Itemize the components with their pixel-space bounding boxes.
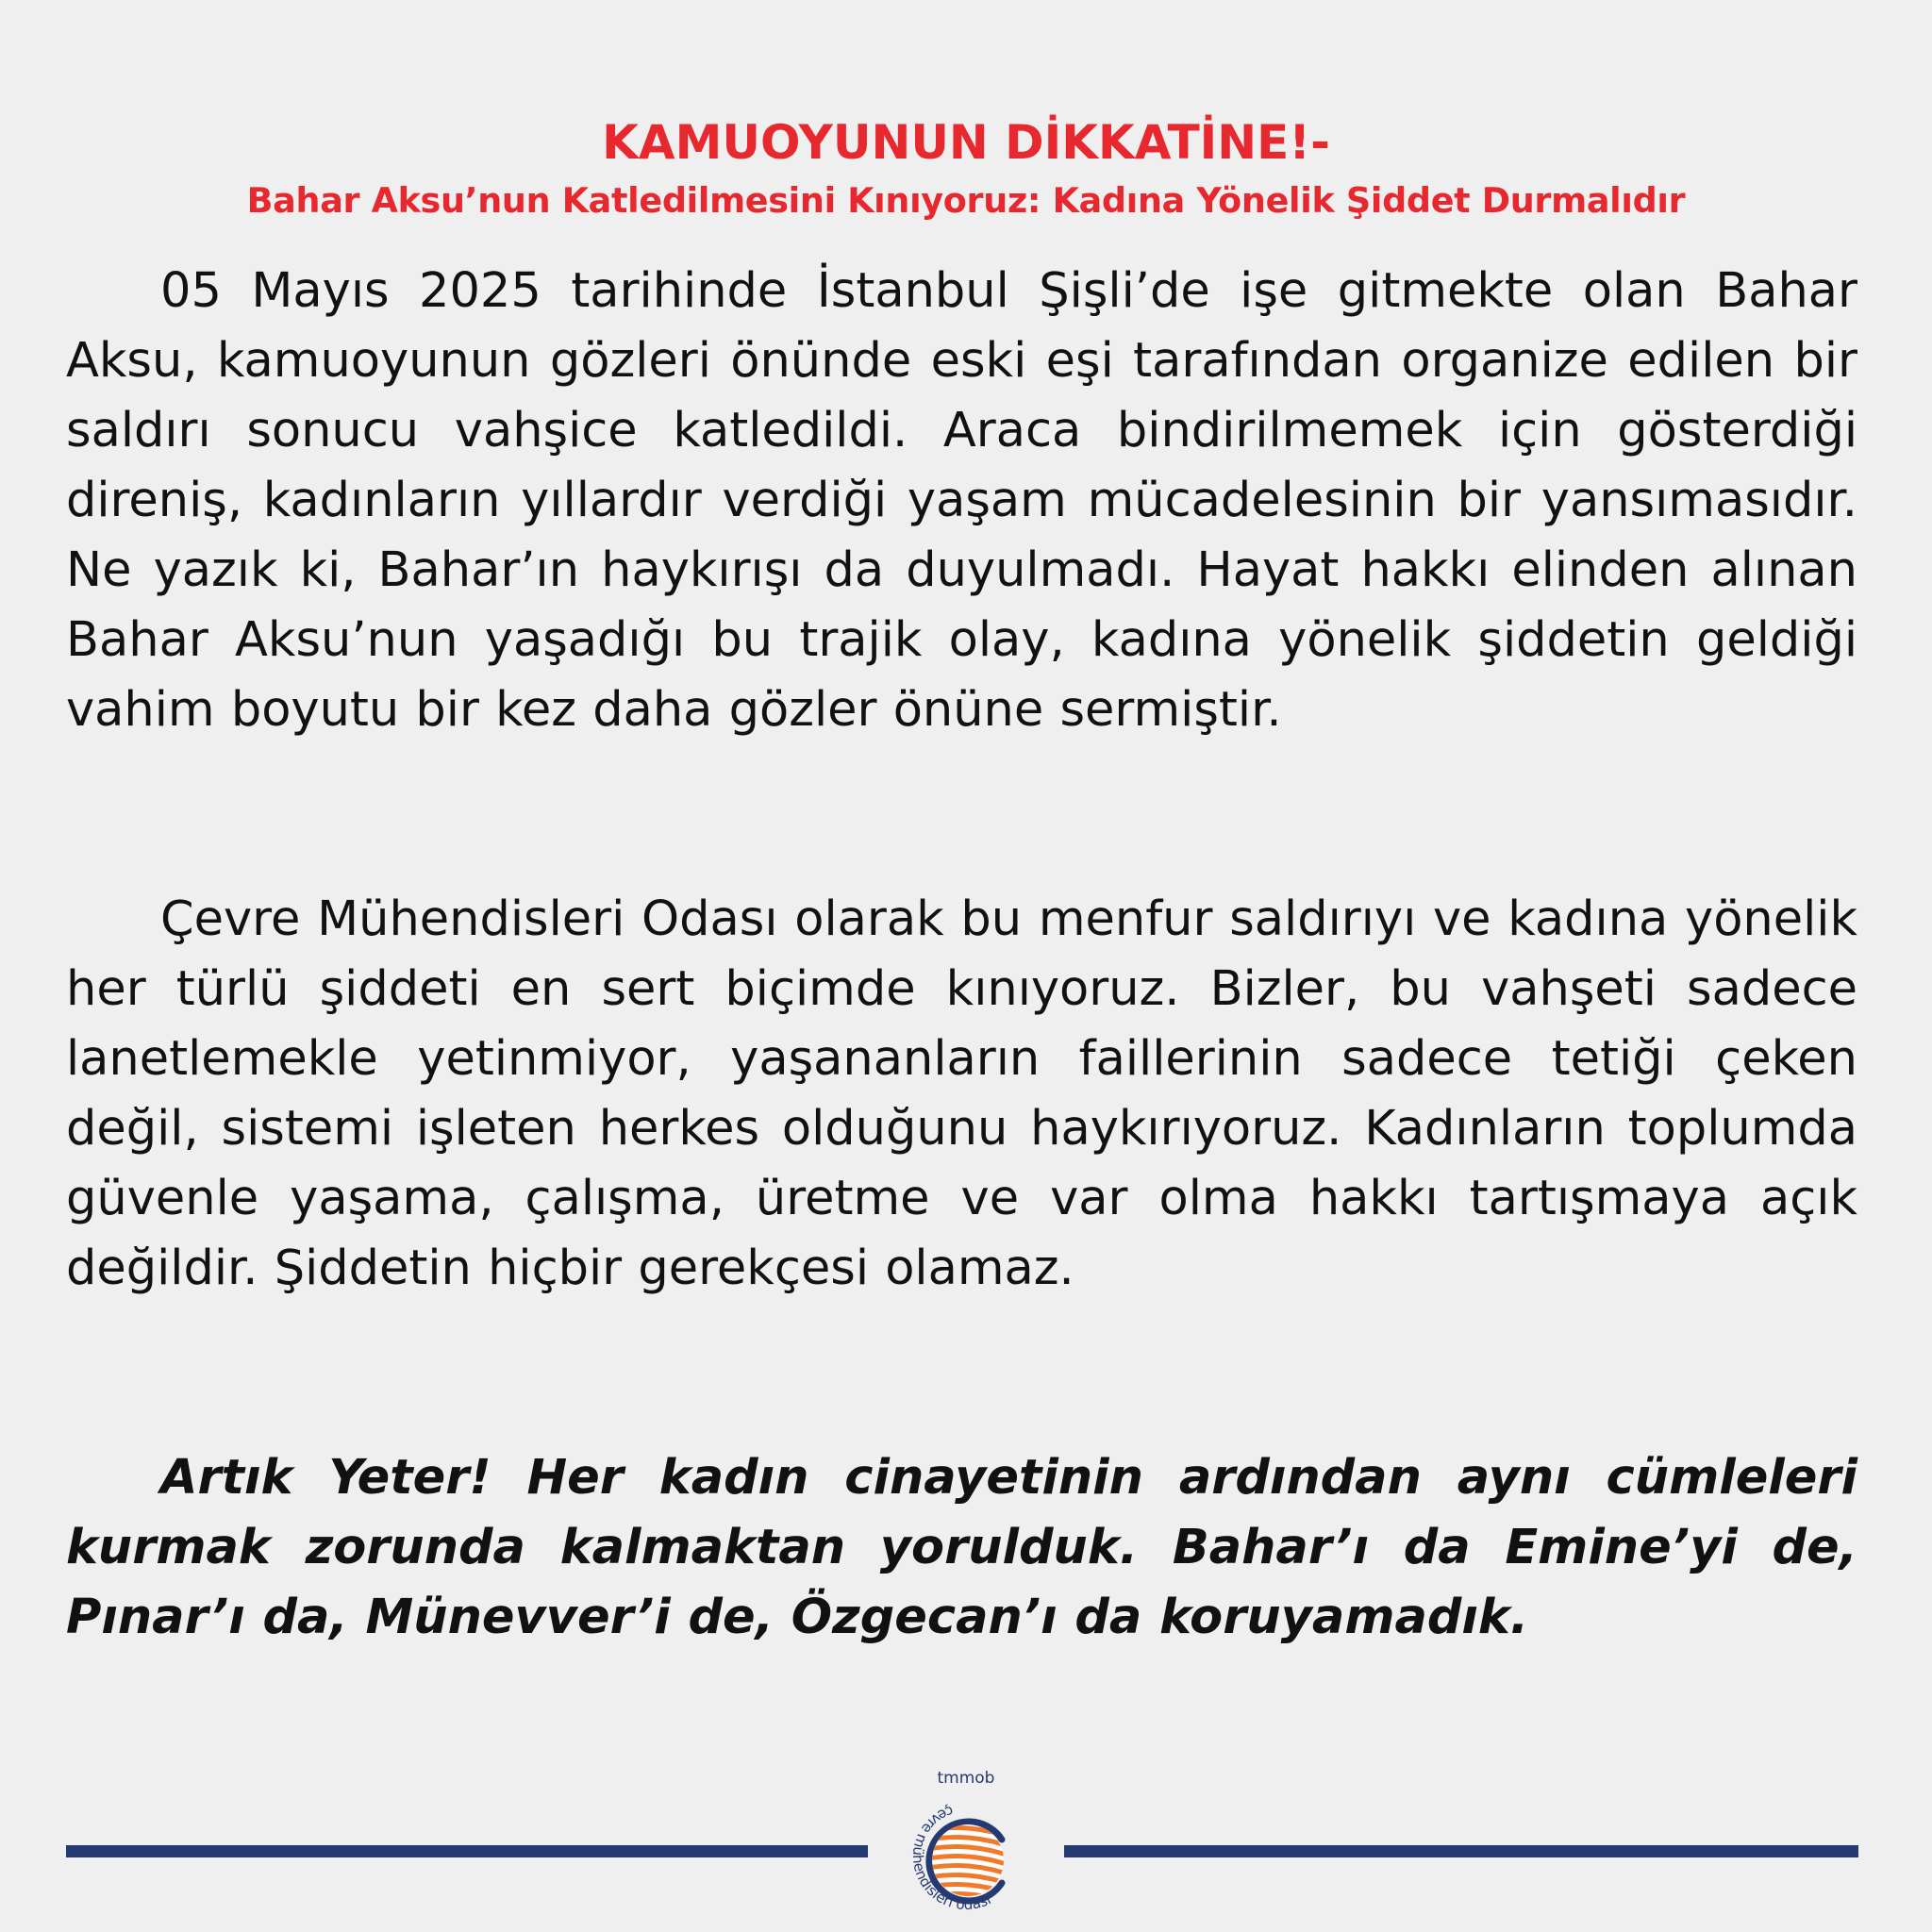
cmo-logo — [881, 1766, 1051, 1932]
body-paragraph-2: Çevre Mühendisleri Odası olarak bu menfur saldırıyı ve kadına yönelik her türlü şiddeti en sert biçimde kınıyoruz. Bizler, bu vahşeti sadece lanetlemekle yetinmiyor, yaşananların faillerinin sadece tetiği çeken değil, sistemi işleten herkes olduğunu haykırıyoruz. Kadınların toplumda güvenle yaşama, çalışma, üretme ve var olma hakkı tartışmaya açık değildir. Şiddetin hiçbir gerekçesi olamaz. — [66, 891, 1857, 1296]
cmo-logo-icon — [881, 1766, 1051, 1932]
logo-top-text: tmmob — [937, 1769, 995, 1788]
footer-divider-left — [66, 1845, 868, 1857]
statement-header — [57, 111, 1875, 228]
body-paragraph-1: 05 Mayıs 2025 tarihinde İstanbul Şişli’de işe gitmekte olan Bahar Aksu, kamuoyunun gözleri önünde eski eşi tarafından organize edilen bir saldırı sonucu vahşice katledildi. Araca bindirilmemek için gösterdiği direniş, kadınların yıllardır verdiği yaşam mücadelesinin bir yansımasıdır. Ne yazık ki, Bahar’ın haykırışı da duyulmadı. Hayat hakkı elinden alınan Bahar Aksu’nun yaşadığı bu trajik olay, kadına yönelik şiddetin geldiği vahim boyutu bir kez daha gözler önüne sermiştir. — [66, 263, 1857, 738]
footer-divider-right — [1064, 1845, 1858, 1857]
logo-ring-text: çevre mühendisleri odası — [908, 1802, 994, 1914]
body-paragraph-3-emphasis: Artık Yeter! Her kadın cinayetinin ardından aynı cümleleri kurmak zorunda kalmaktan yorulduk. Bahar’ı da Emine’yi de, Pınar’ı da, Münevver’i de, Özgecan’ı da koruyamadık. — [66, 1450, 1857, 1645]
subheadline: Bahar Aksu’nun Katledilmesini Kınıyoruz: Kadına Yönelik Şiddet Durmalıdır — [246, 180, 1686, 221]
headline: KAMUOYUNUN DİKKATİNE!- — [602, 115, 1330, 170]
